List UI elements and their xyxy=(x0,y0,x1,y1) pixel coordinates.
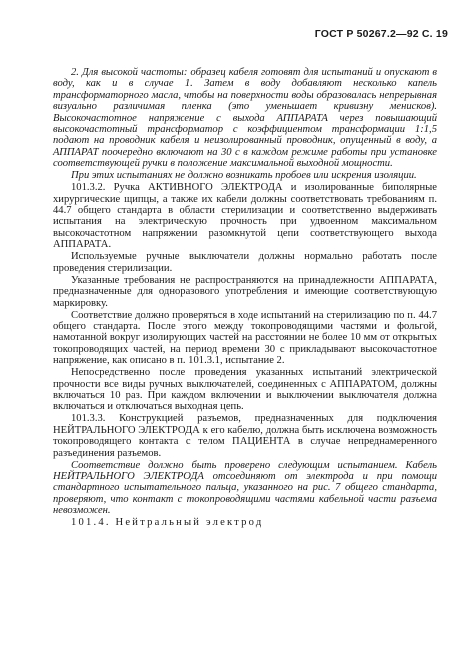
paragraph-sterilization-check: Соответствие должно проверяться в ходе испытаний на стерилизацию по п. 44.7 общего стандарта. После этого между токопроводящими частями и фольгой, намотанной вокруг изолирующих частей на расстоянии не более 10 мм от открытых токопроводящих частей, на период времени 30 с прикладывают высокочастотное напряжение, как описано в п. 101.3.1, испытание 2. xyxy=(53,309,437,367)
document-body xyxy=(53,67,437,529)
paragraph-disposable-accessories: Указанные требования не распространяются на принадлежности АППАРАТА, предназначенные для одноразового употребления и имеющие соответствующую маркировку. xyxy=(53,274,437,309)
page-header: ГОСТ Р 50267.2—92 С. 19 xyxy=(314,28,448,40)
paragraph-switch-cycling: Непосредственно после проведения указанных испытаний электрической прочности все виды ручных выключателей, соединенных с АППАРАТОМ, должны включаться 10 раз. При каждом включении и выключении выключателя должна включаться и отключаться выходная цепь. xyxy=(53,367,437,413)
paragraph-hf-test: 2. Для высокой частоты: образец кабеля готовят для испытаний и опускают в воду, как и в случае 1. Затем в воду добавляют несколько капель трансформаторного масла, чтобы на поверхности воды образовалась непрерывная визуально различимая пленка (это уменьшает кривизну менисков). Высокочастотное напряжение с выхода АППАРАТА через повышающий высокочастотный трансформатор с коэффициентом трансформации 1:1,5 подают на проводник кабеля и неизолированный проводник, опущенный в воду, а АППАРАТ поочередно включают на 30 с в каждом режиме работы при установке соответствующей ручки в положение максимальной выходной мощности. xyxy=(53,67,437,170)
paragraph-connector-check: Соответствие должно быть проверено следующим испытанием. Кабель НЕЙТРАЛЬНОГО ЭЛЕКТРОДА отсоединяют от электрода и при помощи стандартного испытательного пальца, указанного на рис. 7 общего стандарта, проверяют, что контакт с токопроводящими частями кабельной части разъема невозможен. xyxy=(53,459,437,517)
section-heading-101-4: 101.4. Нейтральный электрод xyxy=(71,517,264,529)
paragraph-hand-switches: Используемые ручные выключатели должны нормально работать после проведения стерилизации. xyxy=(53,251,437,274)
paragraph-no-breakdown: При этих испытаниях не должно возникать пробоев или искрения изоляции. xyxy=(71,170,417,182)
paragraph-101-3-2: 101.3.2. Ручка АКТИВНОГО ЭЛЕКТРОДА и изолированные биполярные хирургические щипцы, а также их кабели должны соответствовать требованиям п. 44.7 общего стандарта в области стерилизации и соответственно выдерживать испытания на электрическую прочность при удвоенном максимальном высокочастотном напряжении разомкнутой цепи соответствующего выхода АППАРАТА. xyxy=(53,182,437,251)
paragraph-101-3-3: 101.3.3. Конструкцией разъемов, предназначенных для подключения НЕЙТРАЛЬНОГО ЭЛЕКТРОДА к его кабелю, должна быть исключена возможность токопроводящего контакта с телом ПАЦИЕНТА в случае непреднамеренного разъединения разъемов. xyxy=(53,413,437,459)
